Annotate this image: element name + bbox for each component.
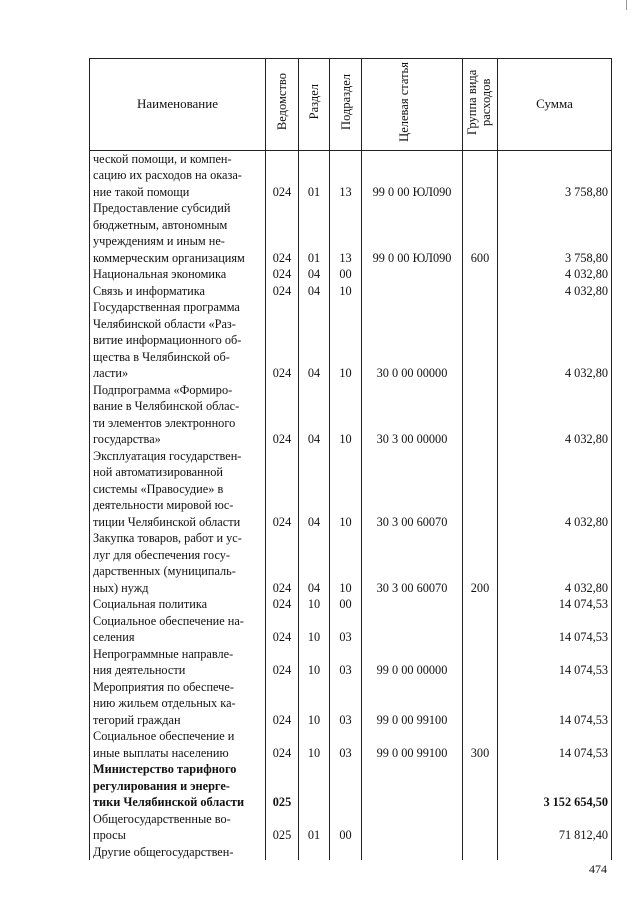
table-body bbox=[90, 150, 612, 860]
table-row bbox=[90, 448, 612, 531]
row-sum: 71 812,40 bbox=[498, 811, 612, 844]
row-name: Мероприятия по обеспече- нию жильем отдельных ка- тегорий граждан bbox=[90, 679, 266, 729]
row-name: Другие общегосударствен- bbox=[90, 844, 266, 861]
row-group: 300 bbox=[463, 728, 498, 761]
row-podrazdel: 03 bbox=[330, 728, 362, 761]
row-target bbox=[362, 761, 463, 811]
row-name: Подпрограмма «Формиро- вание в Челябинской облас- ти элементов электронного государства» bbox=[90, 382, 266, 448]
row-group bbox=[463, 646, 498, 679]
table-row bbox=[90, 811, 612, 844]
row-vedomstvo: 024 bbox=[266, 200, 299, 266]
row-sum: 3 758,80 bbox=[498, 200, 612, 266]
row-razdel bbox=[299, 844, 330, 861]
row-name: Социальное обеспечение и иные выплаты населению bbox=[90, 728, 266, 761]
table-row bbox=[90, 283, 612, 300]
row-sum: 14 074,53 bbox=[498, 646, 612, 679]
row-group bbox=[463, 266, 498, 283]
row-target bbox=[362, 844, 463, 861]
header-vedomstvo: Ведомство bbox=[266, 59, 299, 151]
row-target: 99 0 00 99100 bbox=[362, 679, 463, 729]
row-group: 200 bbox=[463, 530, 498, 596]
row-podrazdel: 03 bbox=[330, 646, 362, 679]
row-sum: 14 074,53 bbox=[498, 613, 612, 646]
row-podrazdel: 03 bbox=[330, 679, 362, 729]
row-vedomstvo bbox=[266, 844, 299, 861]
row-target bbox=[362, 266, 463, 283]
row-vedomstvo: 025 bbox=[266, 761, 299, 811]
table-row bbox=[90, 596, 612, 613]
row-razdel: 10 bbox=[299, 679, 330, 729]
row-sum: 4 032,80 bbox=[498, 530, 612, 596]
row-vedomstvo: 024 bbox=[266, 728, 299, 761]
row-vedomstvo: 024 bbox=[266, 382, 299, 448]
row-podrazdel: 10 bbox=[330, 448, 362, 531]
row-group bbox=[463, 761, 498, 811]
table-row bbox=[90, 761, 612, 811]
table-row bbox=[90, 299, 612, 382]
row-razdel: 10 bbox=[299, 613, 330, 646]
row-sum: 4 032,80 bbox=[498, 266, 612, 283]
table-row bbox=[90, 679, 612, 729]
row-vedomstvo: 024 bbox=[266, 530, 299, 596]
row-sum: 14 074,53 bbox=[498, 596, 612, 613]
row-podrazdel: 03 bbox=[330, 613, 362, 646]
row-sum: 14 074,53 bbox=[498, 728, 612, 761]
row-podrazdel: 10 bbox=[330, 299, 362, 382]
row-name: Социальная политика bbox=[90, 596, 266, 613]
row-name: Государственная программа Челябинской области «Раз- витие информационного об- щества в Челябинской об- ласти» bbox=[90, 299, 266, 382]
table-row bbox=[90, 150, 612, 200]
row-target: 30 3 00 60070 bbox=[362, 448, 463, 531]
row-group bbox=[463, 299, 498, 382]
row-name: Министерство тарифного регулирования и энерге- тики Челябинской области bbox=[90, 761, 266, 811]
row-sum: 4 032,80 bbox=[498, 382, 612, 448]
table-row bbox=[90, 382, 612, 448]
row-name: Закупка товаров, работ и ус- луг для обеспечения госу- дарственных (муниципаль- ных) нужд bbox=[90, 530, 266, 596]
row-sum: 3 758,80 bbox=[498, 150, 612, 200]
row-name: Связь и информатика bbox=[90, 283, 266, 300]
row-podrazdel: 00 bbox=[330, 266, 362, 283]
row-razdel: 01 bbox=[299, 200, 330, 266]
row-razdel: 04 bbox=[299, 382, 330, 448]
table-row bbox=[90, 728, 612, 761]
table-row bbox=[90, 646, 612, 679]
row-vedomstvo: 024 bbox=[266, 646, 299, 679]
page-number: 474 bbox=[589, 862, 607, 876]
row-razdel: 01 bbox=[299, 811, 330, 844]
row-group bbox=[463, 283, 498, 300]
header-sum: Сумма bbox=[498, 59, 612, 151]
row-group: 600 bbox=[463, 200, 498, 266]
row-name: Предоставление субсидий бюджетным, автономным учреждениям и иным не- коммерческим организациям bbox=[90, 200, 266, 266]
row-vedomstvo: 024 bbox=[266, 679, 299, 729]
row-target bbox=[362, 613, 463, 646]
row-vedomstvo: 024 bbox=[266, 150, 299, 200]
row-podrazdel: 00 bbox=[330, 596, 362, 613]
row-sum bbox=[498, 844, 612, 861]
row-target: 99 0 00 ЮЛ090 bbox=[362, 150, 463, 200]
row-sum: 4 032,80 bbox=[498, 283, 612, 300]
table-row bbox=[90, 613, 612, 646]
row-podrazdel bbox=[330, 844, 362, 861]
row-group bbox=[463, 448, 498, 531]
header-name: Наименование bbox=[90, 59, 266, 151]
header-podrazdel: Подраздел bbox=[330, 59, 362, 151]
row-group bbox=[463, 596, 498, 613]
row-razdel: 04 bbox=[299, 448, 330, 531]
row-target bbox=[362, 596, 463, 613]
row-group bbox=[463, 811, 498, 844]
row-name: ческой помощи, и компен- сацию их расходов на оказа- ние такой помощи bbox=[90, 150, 266, 200]
table-row bbox=[90, 530, 612, 596]
row-podrazdel: 13 bbox=[330, 200, 362, 266]
row-razdel: 04 bbox=[299, 299, 330, 382]
row-podrazdel bbox=[330, 761, 362, 811]
table-row bbox=[90, 844, 612, 861]
row-vedomstvo: 024 bbox=[266, 613, 299, 646]
row-group bbox=[463, 613, 498, 646]
row-vedomstvo: 024 bbox=[266, 596, 299, 613]
header-group: Группа вида расходов bbox=[463, 59, 498, 151]
row-razdel bbox=[299, 761, 330, 811]
row-group bbox=[463, 382, 498, 448]
row-target: 30 0 00 00000 bbox=[362, 299, 463, 382]
row-target: 99 0 00 00000 bbox=[362, 646, 463, 679]
header-razdel: Раздел bbox=[299, 59, 330, 151]
row-podrazdel: 13 bbox=[330, 150, 362, 200]
row-target: 99 0 00 ЮЛ090 bbox=[362, 200, 463, 266]
row-target bbox=[362, 283, 463, 300]
row-podrazdel: 00 bbox=[330, 811, 362, 844]
row-sum: 4 032,80 bbox=[498, 448, 612, 531]
row-razdel: 10 bbox=[299, 728, 330, 761]
row-razdel: 10 bbox=[299, 596, 330, 613]
table-header-row bbox=[90, 59, 612, 151]
scan-mark bbox=[626, 0, 627, 10]
budget-table bbox=[89, 58, 612, 860]
row-razdel: 10 bbox=[299, 646, 330, 679]
row-group bbox=[463, 679, 498, 729]
row-group bbox=[463, 150, 498, 200]
row-name: Национальная экономика bbox=[90, 266, 266, 283]
row-target: 30 3 00 60070 bbox=[362, 530, 463, 596]
row-name: Социальное обеспечение на- селения bbox=[90, 613, 266, 646]
row-sum: 4 032,80 bbox=[498, 299, 612, 382]
row-podrazdel: 10 bbox=[330, 382, 362, 448]
row-razdel: 04 bbox=[299, 283, 330, 300]
table-row bbox=[90, 200, 612, 266]
row-vedomstvo: 024 bbox=[266, 266, 299, 283]
row-sum: 3 152 654,50 bbox=[498, 761, 612, 811]
row-name: Непрограммные направле- ния деятельности bbox=[90, 646, 266, 679]
header-target: Целевая статья bbox=[362, 59, 463, 151]
row-razdel: 04 bbox=[299, 530, 330, 596]
row-name: Общегосударственные во- просы bbox=[90, 811, 266, 844]
row-name: Эксплуатация государствен- ной автоматизированной системы «Правосудие» в деятельности мировой юс- тиции Челябинской области bbox=[90, 448, 266, 531]
row-target: 30 3 00 00000 bbox=[362, 382, 463, 448]
row-group bbox=[463, 844, 498, 861]
table-row bbox=[90, 266, 612, 283]
row-razdel: 01 bbox=[299, 150, 330, 200]
row-vedomstvo: 024 bbox=[266, 283, 299, 300]
row-vedomstvo: 025 bbox=[266, 811, 299, 844]
row-podrazdel: 10 bbox=[330, 530, 362, 596]
row-sum: 14 074,53 bbox=[498, 679, 612, 729]
row-target bbox=[362, 811, 463, 844]
row-razdel: 04 bbox=[299, 266, 330, 283]
row-target: 99 0 00 99100 bbox=[362, 728, 463, 761]
row-vedomstvo: 024 bbox=[266, 299, 299, 382]
row-podrazdel: 10 bbox=[330, 283, 362, 300]
row-vedomstvo: 024 bbox=[266, 448, 299, 531]
